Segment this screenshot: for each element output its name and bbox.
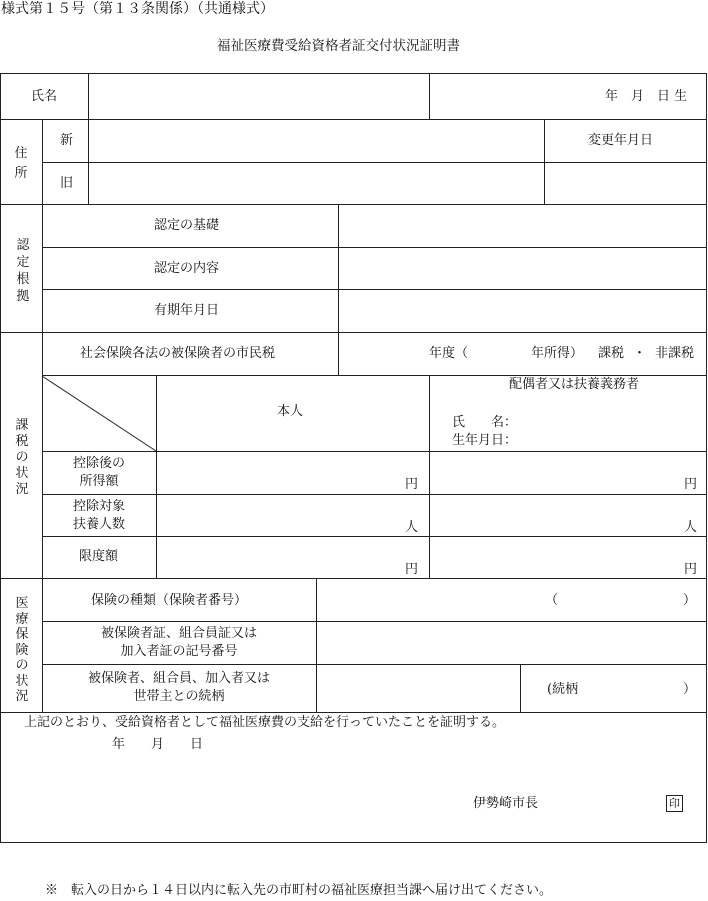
birth-date-label: 年 月 日 生 (605, 89, 688, 104)
insurance-type-open-paren: （ (545, 593, 559, 608)
income-label (42, 455, 156, 491)
address-old-label: 旧 (60, 176, 74, 191)
holder-relation-label (42, 670, 316, 706)
certification-basis-label: 認定の基礎 (154, 218, 220, 233)
taxed-option: 課税 (598, 346, 625, 361)
relation-close-paren: ） (683, 682, 697, 697)
insurance-type-close-paren: ） (683, 593, 697, 608)
tax-section-label: 課税の状況 (15, 418, 29, 497)
change-date-label: 変更年月日 (588, 133, 654, 148)
dependents-label (42, 498, 156, 534)
income-year-label: 年所得） (531, 346, 584, 361)
spouse-name-label: 氏 名： (452, 415, 518, 430)
holder-relation-line1: 被保険者、組合員、加入者又は (87, 671, 270, 686)
seal-mark: 印 (666, 795, 683, 812)
limit-label: 限度額 (79, 549, 119, 564)
certificate-date: 年 月 日 (112, 737, 204, 752)
option-separator: ・ (633, 346, 647, 361)
card-number-line2: 加入者証の記号番号 (120, 644, 238, 659)
spouse-limit-unit: 円 (684, 562, 698, 577)
address-new-label: 新 (60, 133, 74, 148)
self-limit-unit: 円 (405, 562, 419, 577)
spouse-birth-label: 生年月日： (452, 433, 518, 448)
document-title: 福祉医療費受給資格者証交付状況証明書 (217, 38, 460, 54)
spouse-dependents-unit: 人 (684, 520, 698, 535)
spouse-income-unit: 円 (684, 477, 698, 492)
income-label-line1: 控除後の (72, 456, 125, 471)
card-number-label (42, 625, 316, 661)
certification-section-label: 認定根拠 (16, 238, 30, 304)
address-section-label: 住所 (14, 146, 28, 181)
income-label-line2: 所得額 (79, 474, 119, 489)
footer-note: ※ 転入の日から１４日以内に転入先の市町村の福祉医療担当課へ届け出てください。 (45, 883, 553, 898)
dependents-label-line2: 扶養人数 (72, 517, 125, 532)
non-taxed-option: 非課税 (655, 346, 695, 361)
municipal-tax-label: 社会保険各法の被保険者の市民税 (80, 346, 276, 361)
card-number-line1: 被保険者証、組合員証又は (100, 626, 257, 641)
issuer-label: 伊勢崎市長 (473, 796, 539, 811)
self-dependents-unit: 人 (405, 520, 419, 535)
certificate-statement: 上記のとおり、受給資格者として福祉医療費の支給を行っていたことを証明する。 (24, 715, 506, 730)
dependents-label-line1: 控除対象 (72, 499, 125, 514)
certification-content-label: 認定の内容 (154, 261, 220, 276)
relation-label: (続柄 (547, 682, 579, 697)
insurance-section-label: 医療保険の状況 (15, 596, 29, 704)
spouse-column-header: 配偶者又は扶養義務者 (509, 377, 640, 392)
holder-relation-line2: 世帯主との続柄 (133, 689, 225, 704)
form-number: 様式第１５号（第１３条関係）（共通様式） (1, 1, 274, 17)
expiry-date-label: 有期年月日 (154, 303, 220, 318)
fiscal-year-label: 年度（ (429, 346, 469, 361)
name-label: 氏名 (31, 89, 58, 104)
insurance-type-label: 保険の種類（保険者番号） (91, 593, 248, 608)
self-income-unit: 円 (405, 477, 419, 492)
self-column-header: 本人 (277, 404, 304, 419)
